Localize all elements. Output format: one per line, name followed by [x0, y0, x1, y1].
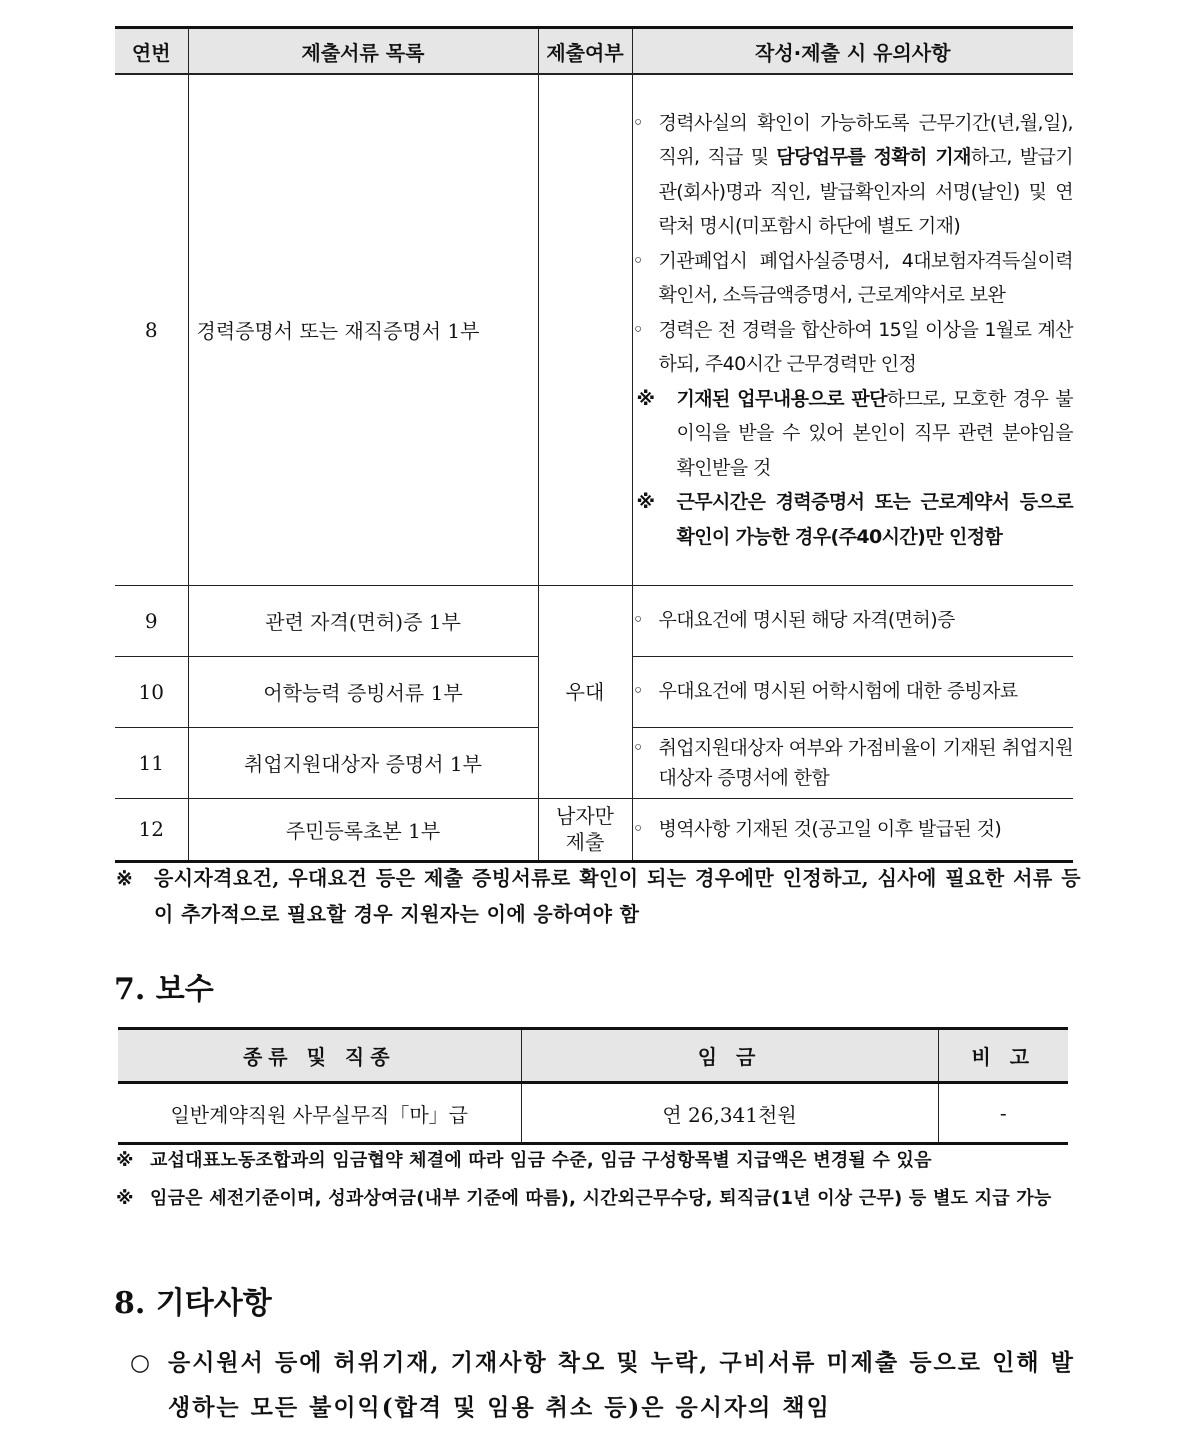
- table-row: [115, 798, 1073, 861]
- notes-cell: [632, 656, 1073, 727]
- note-text: [677, 382, 1074, 486]
- header-document-list: 제출서류 목록: [188, 28, 538, 75]
- submission-cell: [538, 74, 632, 585]
- table-row: [115, 585, 1073, 656]
- bullet-marker: ◦: [632, 111, 644, 134]
- note-text: [659, 106, 1074, 244]
- bullet-marker: ◦: [632, 249, 644, 272]
- pay-header-row: [118, 1029, 1068, 1083]
- note-text: [659, 313, 1074, 382]
- notes-cell: [632, 727, 1073, 798]
- pay-note: [116, 1142, 1078, 1179]
- note-run: 경력은 전 경력을 합산하여 15일 이상을 1월로 계산하되, 주40시간 근무경력만 인정: [658, 318, 1073, 375]
- wage-cell: 연 26,341천원: [521, 1083, 938, 1144]
- bullet-marker: ◦: [632, 680, 644, 703]
- reference-note: [637, 485, 1074, 554]
- note-item: [633, 106, 1074, 244]
- header-job-type: 종류 및 직종: [118, 1029, 521, 1083]
- bullet-marker: ◦: [632, 318, 644, 341]
- document-name: 주민등록초본 1부: [188, 798, 538, 861]
- reference-mark: ※: [116, 1188, 134, 1209]
- etc-item-text: 응시원서 등에 허위기재, 기재사항 착오 및 누락, 구비서류 미제출 등으로 인해 발생하는 모든 불이익(합격 및 임용 취소 등)은 응시자의 책임: [168, 1349, 1075, 1421]
- required-documents-table: [115, 26, 1073, 863]
- reference-mark: ※: [116, 866, 134, 890]
- note-text: 우대요건에 명시된 해당 자격(면허)증: [658, 609, 955, 632]
- document-name: 관련 자격(면허)증 1부: [188, 585, 538, 656]
- note-run: 기관폐업시 폐업사실증명서, 4대보험자격득실이력확인서, 소득금액증명서, 근로계약서로 보완: [658, 249, 1073, 306]
- table-header-row: [115, 28, 1073, 75]
- header-no: 연번: [115, 28, 188, 75]
- reference-mark: ※: [116, 1150, 134, 1171]
- bullet-marker: ◦: [632, 736, 644, 759]
- reference-note: [637, 382, 1074, 486]
- note-item: [633, 244, 1074, 313]
- submission-line: 남자만: [556, 804, 614, 828]
- remarks-cell: -: [938, 1083, 1068, 1144]
- row-no: 8: [115, 74, 188, 585]
- header-submission: 제출여부: [538, 28, 632, 75]
- row-no: 10: [115, 656, 188, 727]
- note-emphasis: 기재된 업무내용으로 판단: [676, 387, 887, 410]
- note-item: [633, 313, 1074, 382]
- note-text: [659, 244, 1074, 313]
- note-text: 취업지원대상자 여부와 가점비율이 기재된 취업지원대상자 증명서에 한함: [658, 736, 1073, 789]
- bullet-marker: ◦: [632, 817, 644, 840]
- section-title-pay: 7. 보수: [114, 972, 214, 1007]
- job-type-cell: 일반계약직원 사무실무직「마」급: [118, 1083, 521, 1144]
- pay-table: [118, 1027, 1068, 1145]
- note-text: [677, 485, 1074, 554]
- notes-cell: [632, 585, 1073, 656]
- footnote-text: 응시자격요건, 우대요건 등은 제출 증빙서류로 확인이 되는 경우에만 인정하고, 심사에 필요한 서류 등이 추가적으로 필요할 경우 지원자는 이에 응하여야 함: [154, 866, 1081, 926]
- pay-note: [116, 1180, 1078, 1217]
- pay-note-text: 임금은 세전기준이며, 성과상여금(내부 기준에 따름), 시간외근무수당, 퇴직금(1년 이상 근무) 등 별도 지급 가능: [150, 1188, 1052, 1209]
- table-footnote: [116, 860, 1081, 932]
- note-text: 우대요건에 명시된 어학시험에 대한 증빙자료: [658, 680, 1018, 703]
- reference-mark: ※: [636, 491, 655, 513]
- notes-list: [633, 106, 1074, 555]
- submission-cell: [538, 798, 632, 861]
- bullet-marker: ○: [130, 1349, 153, 1376]
- table-row: [118, 1083, 1068, 1144]
- row-no: 9: [115, 585, 188, 656]
- header-notes: 작성·제출 시 유의사항: [632, 28, 1073, 75]
- note-emphasis: 담당업무를 정확히 기재: [776, 146, 971, 168]
- note-run: 하므로, 모호한 경우 불이익을 받을 수 있어 본인이 직무 관련 분야임을 확인받을 것: [676, 387, 1073, 479]
- submission-line: 제출: [565, 830, 605, 854]
- note-emphasis: 근무시간은 경력증명서 또는 근로계약서 등으로 확인이 가능한 경우(주40시간)만 인정함: [676, 491, 1073, 548]
- reference-mark: ※: [636, 387, 655, 410]
- document-name: 취업지원대상자 증명서 1부: [188, 727, 538, 798]
- row-no: 11: [115, 727, 188, 798]
- section-title-etc: 8. 기타사항: [114, 1286, 272, 1321]
- note-run: 하고, 발급기관(회사)명과 직인, 발급확인자의 서명(날인) 및 연락처 명시(미포함시 하단에 별도 기재): [658, 146, 1073, 237]
- table-row: [115, 74, 1073, 585]
- header-remarks: 비 고: [938, 1029, 1068, 1083]
- bullet-marker: ◦: [632, 609, 644, 632]
- notes-cell: [632, 74, 1073, 585]
- pay-note-text: 교섭대표노동조합과의 임금협약 체결에 따라 임금 수준, 임금 구성항목별 지급액은 변경될 수 있음: [150, 1150, 932, 1171]
- submission-cell: 우대: [538, 585, 632, 798]
- note-text: 병역사항 기재된 것(공고일 이후 발급된 것): [658, 817, 1002, 840]
- row-no: 12: [115, 798, 188, 861]
- notes-cell: [632, 798, 1073, 861]
- document-name: 경력증명서 또는 재직증명서 1부: [188, 74, 538, 585]
- etc-item: [130, 1340, 1075, 1430]
- header-wage: 임 금: [521, 1029, 938, 1083]
- document-name: 어학능력 증빙서류 1부: [188, 656, 538, 727]
- note-run: 경력사실의 확인이 가능하도록 근무기간(년,월,일), 직위, 직급 및: [658, 111, 1073, 168]
